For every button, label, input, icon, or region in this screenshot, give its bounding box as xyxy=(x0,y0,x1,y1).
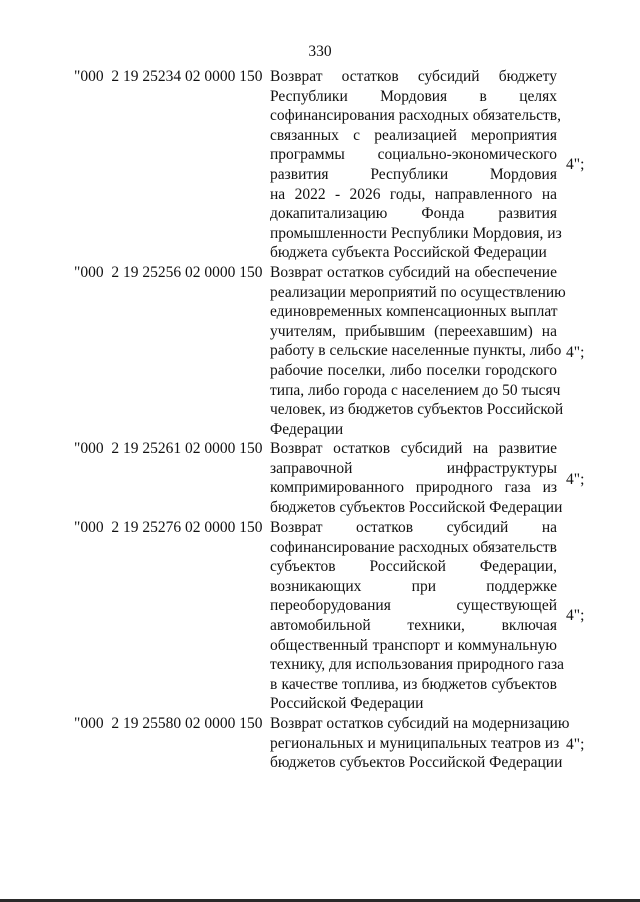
description-line: региональных и муниципальных театров из xyxy=(270,734,560,752)
budget-code: "000 2 19 25276 02 0000 150 xyxy=(74,519,263,536)
description-line: переоборудования существующей xyxy=(270,597,557,615)
description-line: развития Республики Мордовия xyxy=(270,165,557,183)
entry-description xyxy=(270,714,570,773)
entry-description xyxy=(270,439,563,517)
entry-suffix: 4"; xyxy=(566,344,585,361)
description-line: докапитализацию Фонда развития xyxy=(270,205,557,223)
budget-code: "000 2 19 25261 02 0000 150 xyxy=(74,440,263,457)
description-line: единовременных компенсационных выплат xyxy=(270,303,558,321)
entry-suffix: 4"; xyxy=(566,736,585,753)
description-line: работу в сельские населенные пункты, либо xyxy=(270,342,562,360)
description-line: заправочной инфраструктуры xyxy=(270,459,557,477)
description-line: возникающих при поддержке xyxy=(270,577,557,595)
description-line: типа, либо города с населением до 50 тысяч xyxy=(270,381,561,399)
description-line: учителям, прибывшим (переехавшим) на xyxy=(270,322,557,340)
description-line: Российской Федерации xyxy=(270,695,424,713)
description-line: автомобильной техники, включая xyxy=(270,616,557,634)
description-line: Возврат остатков субсидий на развитие xyxy=(270,440,557,457)
budget-code: "000 2 19 25256 02 0000 150 xyxy=(74,264,263,281)
description-line: на 2022 - 2026 годы, направленного на xyxy=(270,185,557,203)
description-line: компримированного природного газа из xyxy=(270,479,557,497)
description-line: связанных с реализацией мероприятия xyxy=(270,126,557,144)
description-line: бюджетов субъектов Российской Федерации xyxy=(270,754,563,772)
description-line: софинансирование расходных обязательств xyxy=(270,538,557,556)
entry-description xyxy=(270,518,565,714)
entry-description xyxy=(270,263,566,439)
description-line: человек, из бюджетов субъектов Российской xyxy=(270,401,564,419)
description-line: Возврат остатков субсидий бюджету xyxy=(270,68,557,85)
description-line: Возврат остатков субсидий на обеспечение xyxy=(270,264,557,281)
budget-code: "000 2 19 25580 02 0000 150 xyxy=(74,715,263,732)
description-line: субъектов Российской Федерации, xyxy=(270,558,557,576)
description-line: технику, для использования природного газа xyxy=(270,656,565,674)
page-number: 330 xyxy=(308,43,332,60)
description-line: общественный транспорт и коммунальную xyxy=(270,636,557,654)
description-line: в качестве топлива, из бюджетов субъектов xyxy=(270,675,557,693)
description-line: программы социально-экономического xyxy=(270,146,557,164)
entry-description xyxy=(270,67,562,263)
description-line: софинансирования расходных обязательств, xyxy=(270,107,561,125)
description-line: Республики Мордовия в целях xyxy=(270,87,557,105)
description-line: реализации мероприятий по осуществлению xyxy=(270,283,566,301)
description-line: Возврат остатков субсидий на xyxy=(270,519,557,536)
description-line: бюджетов субъектов Российской Федерации xyxy=(270,498,563,516)
entry-suffix: 4"; xyxy=(566,471,585,488)
entry-suffix: 4"; xyxy=(566,607,585,624)
entry-suffix: 4"; xyxy=(566,156,585,173)
description-line: Федерации xyxy=(270,420,344,438)
description-line: промышленности Республики Мордовия, из xyxy=(270,224,562,242)
description-line: бюджета субъекта Российской Федерации xyxy=(270,244,547,262)
description-line: Возврат остатков субсидий на модернизацию xyxy=(270,715,570,732)
description-line: рабочие поселки, либо поселки городского xyxy=(270,361,557,379)
budget-code: "000 2 19 25234 02 0000 150 xyxy=(74,68,263,85)
